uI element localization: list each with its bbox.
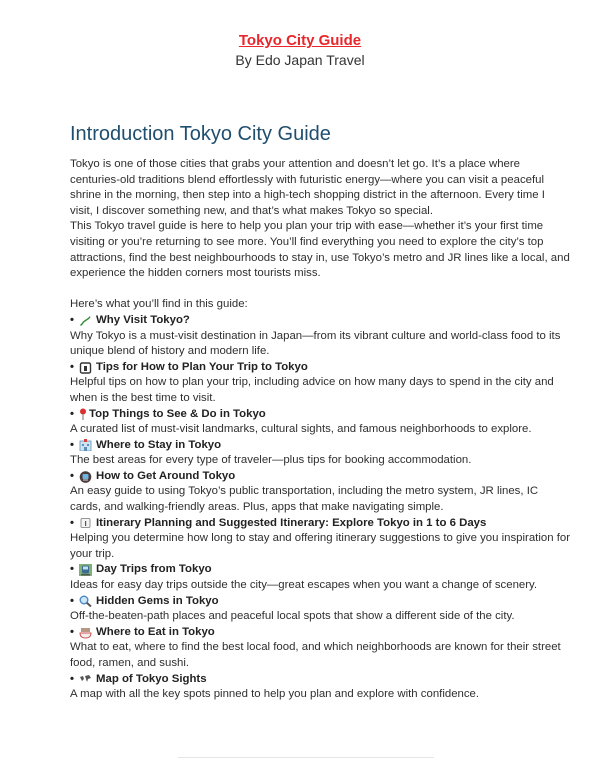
item-description: A map with all the key spots pinned to help you plan and explore with confidence. <box>70 688 480 701</box>
calendar-icon <box>79 362 92 374</box>
item-title: Why Visit Tokyo? <box>96 313 190 326</box>
item-title: Day Trips from Tokyo <box>96 563 212 576</box>
item-title: Itinerary Planning and Suggested Itinerary: Explore Tokyo in 1 to 6 Days <box>96 516 487 529</box>
item-title: How to Get Around Tokyo <box>96 469 236 482</box>
item-title: Top Things to See & Do in Tokyo <box>89 407 266 420</box>
date-icon <box>79 517 92 529</box>
document-body <box>70 121 570 703</box>
bullet: • <box>70 438 74 451</box>
list-item <box>70 438 570 469</box>
intro-paragraph-1: Tokyo is one of those cities that grabs your attention and doesn’t let go. It’s a place where centuries-old traditions blend effortlessly with futuristic energy—where you can visit a peaceful shrine in the morning, then step into a high-tech shopping district in the afternoon. Every time I visit, I discover something new, and that’s what makes Tokyo so special. <box>70 158 545 217</box>
pin-icon <box>79 408 87 420</box>
list-item <box>70 407 570 438</box>
document-header <box>0 31 600 70</box>
item-description: A curated list of must-visit landmarks, cultural sights, and famous neighborhoods to explore. <box>70 423 532 436</box>
list-item <box>70 516 570 563</box>
list-item <box>70 469 570 516</box>
metro-icon <box>79 471 92 483</box>
item-description: Why Tokyo is a must-visit destination in Japan—from its vibrant culture and world-class food to its unique blend of history and modern life. <box>70 329 561 358</box>
guide-contents-list <box>70 313 570 703</box>
bullet: • <box>70 594 74 607</box>
list-intro: Here’s what you’ll find in this guide: <box>70 298 248 311</box>
item-title: Hidden Gems in Tokyo <box>96 594 219 607</box>
intro-paragraph-2: This Tokyo travel guide is here to help you plan your trip with ease—whether it’s your first time visiting or you’re returning to see more. You’ll find everything you need to explore the city’s top attractions, find the best neighbourhoods to stay in, use Tokyo’s metro and JR lines like a local, and experience the hidden corners most tourists miss. <box>70 220 570 280</box>
ramen-icon <box>79 627 92 639</box>
list-item <box>70 625 570 672</box>
list-item <box>70 594 570 625</box>
item-description: Helpful tips on how to plan your trip, including advice on how many days to spend in the city and when is the best time to visit. <box>70 376 554 404</box>
bullet: • <box>70 516 74 529</box>
item-description: Off-the-beaten-path places and peaceful local spots that show a different side of the city. <box>70 610 515 623</box>
item-title: Tips for How to Plan Your Trip to Tokyo <box>96 360 308 373</box>
list-item <box>70 562 570 593</box>
bullet: • <box>70 407 74 420</box>
list-item <box>70 672 570 703</box>
item-description: Helping you determine how long to stay and offering itinerary suggestions to give you inspiration for your trip. <box>70 532 571 560</box>
document-title: Tokyo City Guide <box>238 32 362 49</box>
page-bottom-divider <box>178 757 434 758</box>
hotel-icon <box>79 439 92 451</box>
bullet: • <box>70 313 74 326</box>
item-description: The best areas for every type of traveler—plus tips for booking accommodation. <box>70 454 472 467</box>
item-description: Ideas for easy day trips outside the city—great escapes when you want a change of scenery. <box>70 579 538 592</box>
bullet: • <box>70 469 74 482</box>
bullet: • <box>70 672 74 685</box>
item-description: What to eat, where to find the best local food, and which neighborhoods are known for their street food, ramen, and sushi. <box>70 641 561 669</box>
magnifier-icon <box>79 595 92 607</box>
world-map-icon <box>79 673 92 685</box>
item-title: Map of Tokyo Sights <box>96 672 207 685</box>
item-description: An easy guide to using Tokyo’s public transportation, including the metro system, JR lines, IC cards, and walking-friendly areas. Plus, apps that make navigating simple. <box>70 485 539 514</box>
list-item <box>70 360 570 407</box>
bullet: • <box>70 625 74 638</box>
train-icon <box>79 564 92 576</box>
japan-map-icon <box>79 315 92 327</box>
bullet: • <box>70 563 74 576</box>
item-title: Where to Stay in Tokyo <box>96 438 222 451</box>
intro-heading: Introduction Tokyo City Guide <box>70 123 331 145</box>
item-title: Where to Eat in Tokyo <box>96 625 215 638</box>
list-item <box>70 313 570 360</box>
spacer <box>70 282 570 298</box>
bullet: • <box>70 360 74 373</box>
document-subtitle: By Edo Japan Travel <box>235 52 365 68</box>
